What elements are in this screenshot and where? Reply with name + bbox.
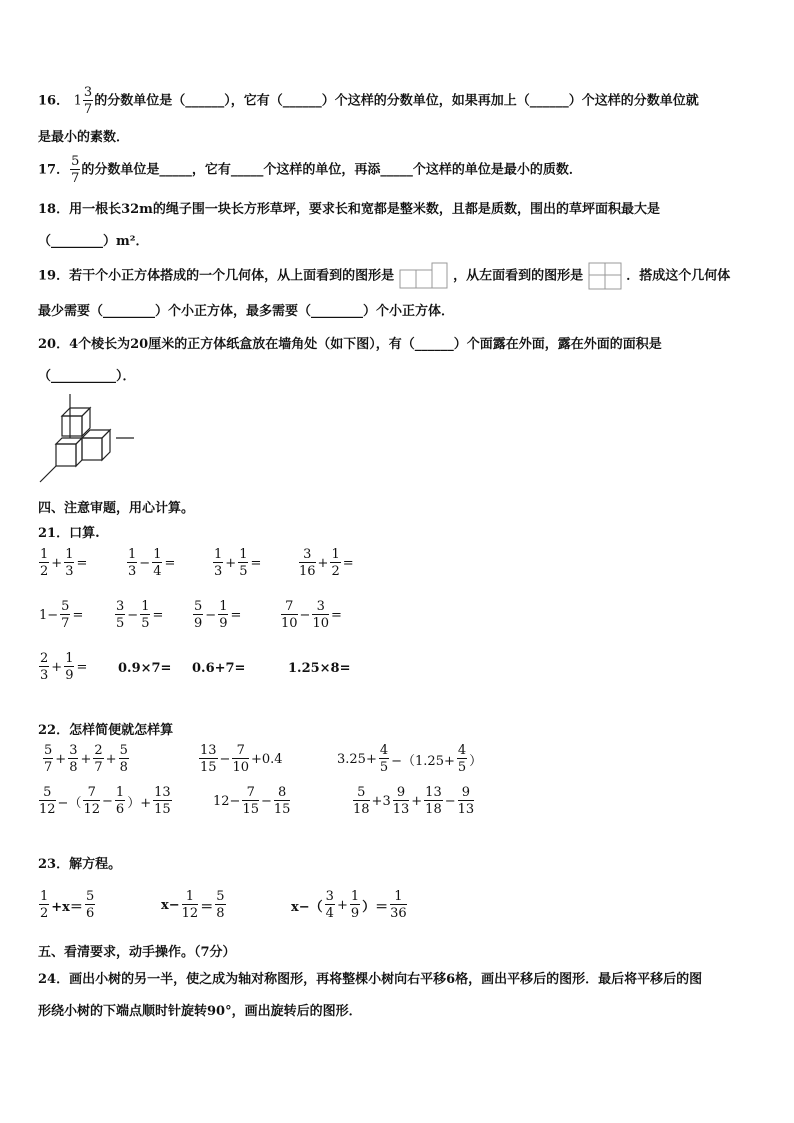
q16-line2: 是最小的素数．	[38, 130, 130, 145]
q20-line2: （__________）．	[38, 369, 136, 384]
q23-eq-2: x− $\frac{1}{12}$ ＝ $\frac{5}{8}$	[161, 889, 225, 921]
q22-expr-6: $\frac{5}{18}$ +3 $\frac{9}{13}$ + $\frac{13}{18}$ − $\frac{9}{13}$	[353, 785, 475, 817]
q21-expr-10: 0.9×7=	[118, 661, 172, 676]
q18-line1: 18．用一根长32m的绳子围一块长方形草坪，要求长和宽都是整米数，且都是质数，围出的草坪面积最大是	[38, 202, 660, 217]
q23-eq-1: $\frac{1}{2}$ +x＝ $\frac{5}{6}$	[40, 889, 95, 921]
q17-line: 17． $\frac{5}{7}$ 的分数单位是_____，它有_____个这样的单位，再添_____个这样的单位是最小的质数．	[38, 154, 582, 186]
q16-number: 16．	[38, 93, 70, 109]
q21-expr-2: $\frac{1}{3}$ − $\frac{1}{4}$ =	[128, 547, 176, 579]
q21-expr-8: $\frac{7}{10}$ − $\frac{3}{10}$ =	[281, 599, 342, 631]
q22-expr-1: $\frac{5}{7}$ + $\frac{3}{8}$ + $\frac{2}{7}$ + $\frac{5}{8}$	[44, 743, 128, 775]
q21-title: 21．口算.	[38, 526, 100, 541]
q18-line2: （________）m²．	[38, 234, 149, 249]
q24-line1: 24．画出小树的另一半，使之成为轴对称图形，再将整棵小树向右平移6格，画出平移后的图形．最后将平移后的图	[38, 972, 703, 987]
section-5-heading: 五、看清要求，动手操作。（7分）	[38, 945, 236, 960]
q16-mixed-number: 1 $\frac{3}{7}$	[73, 85, 93, 117]
q21-expr-9: $\frac{2}{3}$ + $\frac{1}{9}$ =	[40, 651, 88, 683]
q23-eq-3: x−（ $\frac{3}{4}$ + $\frac{1}{9}$ ）＝ $\frac{1}{36}$	[291, 889, 407, 921]
q19-line1: 19．若干个小正方体搭成的一个几何体，从上面看到的图形是 ，从左面看到的图形是 ．搭成这个几何体	[38, 262, 730, 290]
q21-expr-5: 1− $\frac{5}{7}$ =	[39, 599, 84, 631]
q21-expr-7: $\frac{5}{9}$ − $\frac{1}{9}$ =	[194, 599, 242, 631]
q19-line2: 最少需要（________）个小正方体，最多需要（________）个小正方体．	[38, 304, 455, 319]
q22-expr-4: $\frac{5}{12}$ −（ $\frac{7}{12}$ − $\frac{1}{6}$ ）+ $\frac{13}{15}$	[39, 785, 171, 817]
q21-expr-3: $\frac{1}{3}$ + $\frac{1}{5}$ =	[214, 547, 262, 579]
q16-text: 的分数单位是（______），它有（______）个这样的分数单位，如果再加上（______）个这样的分数单位就	[94, 93, 699, 109]
top-view-icon	[399, 262, 449, 290]
corner-cubes-figure	[38, 392, 138, 484]
q21-expr-11: 0.6+7=	[192, 661, 246, 676]
q21-expr-6: $\frac{3}{5}$ − $\frac{1}{5}$ =	[116, 599, 164, 631]
q21-expr-4: $\frac{3}{16}$ + $\frac{1}{2}$ =	[299, 547, 354, 579]
q17-fraction: $\frac{5}{7}$	[71, 154, 80, 186]
left-view-icon	[588, 262, 622, 290]
q24-line2: 形绕小树的下端点顺时针旋转90°，画出旋转后的图形．	[38, 1004, 362, 1019]
q22-expr-3: 3.25+ $\frac{4}{5}$ −（1.25+ $\frac{4}{5}$ ）	[337, 743, 483, 775]
q16-line1	[38, 86, 699, 116]
q21-expr-12: 1.25×8=	[288, 661, 351, 676]
q21-expr-1: $\frac{1}{2}$ + $\frac{1}{3}$ =	[40, 547, 88, 579]
q22-title: 22．怎样简便就怎样算	[38, 723, 174, 738]
q20-line1: 20．4个棱长为20厘米的正方体纸盒放在墙角处（如下图），有（______）个面露在外面，露在外面的面积是	[38, 337, 662, 352]
section-4-heading: 四、注意审题，用心计算。	[38, 501, 195, 516]
q22-expr-2: $\frac{13}{15}$ − $\frac{7}{10}$ +0.4	[200, 743, 283, 775]
q23-title: 23．解方程。	[38, 857, 122, 872]
q22-expr-5: 12− $\frac{7}{15}$ − $\frac{8}{15}$	[213, 785, 291, 817]
